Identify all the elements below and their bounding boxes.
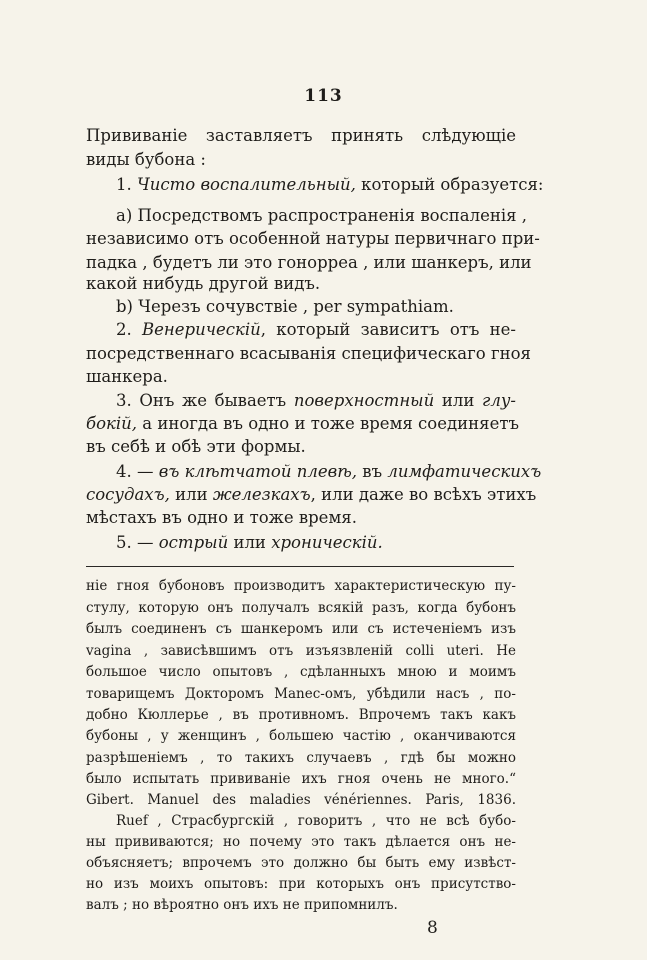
body-line — [86, 414, 519, 434]
italic-term: острый — [158, 533, 229, 552]
italic-term: Венерическій — [142, 320, 261, 339]
body-line: мѣстахъ въ одно и тоже время. — [86, 508, 357, 527]
body-line: въ себѣ и обѣ эти формы. — [86, 437, 306, 456]
italic-term: сосудахъ, — [86, 485, 170, 504]
body-text: или — [175, 485, 208, 504]
body-line: виды бубона : — [86, 150, 206, 169]
footnote-citation: Gibert. Manuel des maladies vénériennes. Paris, 1836. — [86, 792, 516, 808]
list-item-2 — [116, 320, 516, 340]
body-line: посредственнаго всасыванія специфическаго гноя — [86, 344, 531, 363]
body-text: а иногда въ одно и тоже время соединяетъ — [142, 414, 519, 433]
signature-mark: 8 — [427, 918, 438, 938]
body-line — [86, 485, 537, 505]
body-text: , который зависитъ отъ не- — [260, 320, 517, 339]
footnote-line: но изъ моихъ опытовъ: при которыхъ онъ присутство- — [86, 876, 516, 892]
body-line: b) Черезъ сочувствіе , per sympathiam. — [116, 297, 454, 316]
footnote-line: стулу, которую онъ получалъ всякій разъ, когда бубонъ — [86, 600, 516, 616]
list-item-1 — [116, 175, 543, 195]
body-text: 5. — — [116, 533, 154, 552]
footnote-line: vagina , зависѣвшимъ отъ изъязвленій colli uteri. Не — [86, 643, 516, 659]
page-number: 113 — [304, 86, 343, 106]
italic-term: поверхностный — [293, 391, 435, 410]
italic-term: въ клѣтчатой плевѣ, — [158, 462, 358, 481]
body-line: какой нибудь другой видъ. — [86, 274, 321, 293]
italic-term: глу- — [482, 391, 517, 410]
footnote-line: ніе гноя бубоновъ производитъ характеристическую пу- — [86, 578, 516, 594]
item-number: 1. — [116, 175, 132, 194]
footnote-separator — [86, 566, 514, 567]
body-line: независимо отъ особенной натуры первичнаго при- — [86, 229, 540, 248]
italic-term: лимфатическихъ — [387, 462, 542, 481]
body-text: 4. — — [116, 462, 154, 481]
list-item-3 — [116, 391, 516, 411]
body-line: a) Посредствомъ распространенія воспаленія , — [116, 206, 528, 225]
item-number: 2. — [116, 320, 132, 339]
footnote-line: былъ соединенъ съ шанкеромъ или съ истеченіемъ изъ — [86, 621, 516, 637]
italic-term: бокій, — [86, 414, 138, 433]
footnote-line: валъ ; но вѣроятно онъ ихъ не припомнилъ. — [86, 897, 398, 913]
body-text: который образуется: — [361, 175, 544, 194]
body-text: , или даже во всѣхъ этихъ — [310, 485, 537, 504]
list-item-5 — [116, 533, 383, 553]
footnote-line: объясняетъ; впрочемъ это должно бы быть ему извѣст- — [86, 855, 516, 871]
footnote-line: ны прививаются; но почему это такъ дѣлается онъ не- — [86, 834, 516, 850]
body-text: или — [441, 391, 475, 410]
list-item-4 — [116, 462, 542, 482]
footnote-line: большое число опытовъ , сдѣланныхъ мною и моимъ — [86, 664, 516, 680]
body-text: въ — [362, 462, 383, 481]
footnote-line: добно Кюллерье , въ противномъ. Впрочемъ такъ какъ — [86, 707, 516, 723]
footnote-line: товарищемъ Докторомъ Manec-омъ, убѣдили насъ , по- — [86, 686, 516, 702]
footnote-line: бубоны , у женщинъ , большею частію , оканчиваются — [86, 728, 516, 744]
body-line: шанкера. — [86, 367, 168, 386]
body-line: падка , будетъ ли это гонорреа , или шанкеръ, или — [86, 253, 532, 272]
body-text: 3. Онъ же бываетъ — [116, 391, 287, 410]
italic-term: хроническій. — [271, 533, 383, 552]
body-line: Прививаніе заставляетъ принять слѣдующіе — [86, 126, 516, 145]
italic-term: железкахъ — [212, 485, 311, 504]
italic-term: Чисто воспалительный, — [137, 175, 356, 194]
body-text: или — [233, 533, 266, 552]
footnote-line: разрѣшеніемъ , то такихъ случаевъ , гдѣ бы можно — [86, 750, 516, 766]
footnote-line: Ruef , Страсбургскій , говоритъ , что не всѣ бубо- — [116, 813, 516, 829]
footnote-line: было испытать прививаніе ихъ гноя очень не много.“ — [86, 771, 516, 787]
